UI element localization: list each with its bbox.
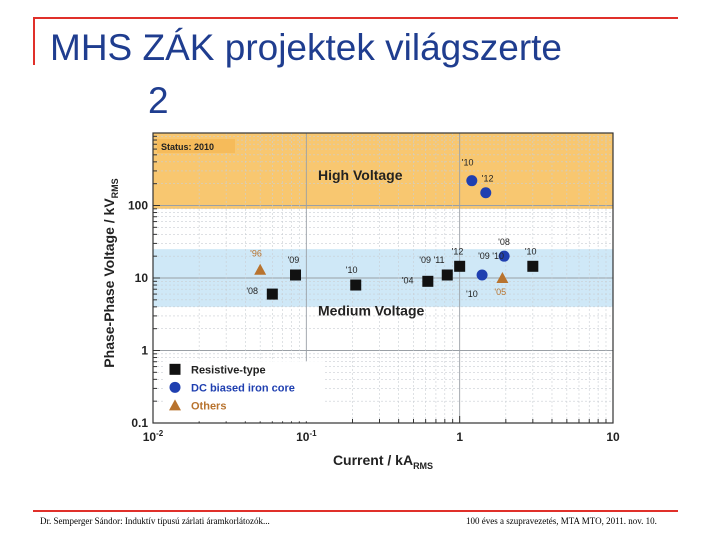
data-label: '04 (401, 275, 414, 286)
data-label: '05 (494, 287, 507, 297)
data-label: '10 (466, 288, 478, 299)
slide-title-number: 2 (148, 80, 169, 121)
data-point-square (290, 269, 301, 280)
data-point-square (454, 261, 465, 272)
data-label: '10 (524, 246, 537, 257)
data-point-square (350, 280, 361, 291)
chart (100, 128, 620, 480)
legend-label: DC biased iron core (191, 382, 295, 395)
x-tick-label: 1 (456, 430, 464, 444)
y-tick-label: 0.1 (131, 416, 148, 430)
data-label: '10 (461, 157, 474, 168)
top-rule (33, 17, 678, 19)
data-label: '12 (451, 246, 464, 257)
y-tick-label: 100 (127, 198, 148, 213)
status-label: Status: 2010 (161, 142, 215, 152)
x-tick-label: $10^{-1}$ (296, 429, 317, 444)
data-label: '08 (498, 237, 510, 248)
band-label-medium-voltage: Medium Voltage (318, 302, 425, 319)
left-rule (33, 17, 35, 65)
data-label: '08 (246, 286, 259, 297)
y-tick-label: 1 (141, 343, 148, 358)
footer-author: Dr. Semperger Sándor: Induktív típusú zárlati áramkorlátozók... (40, 516, 270, 526)
y-tick-label: 10 (134, 271, 148, 285)
data-point-circle (477, 269, 488, 280)
band-label-high-voltage: High Voltage (318, 167, 403, 183)
slide-title: MHS ZÁK projektek világszerte (50, 27, 563, 68)
data-label: '09 '11 (419, 254, 445, 265)
data-label: '12 (481, 173, 494, 184)
data-label: '09 '10 (478, 250, 505, 261)
x-tick-label: 10 (606, 430, 620, 444)
x-tick-label: $10^{-2}$ (142, 429, 164, 444)
footer-event: 100 éves a szupravezetés, MTA MTO, 2011. nov. 10. (466, 516, 657, 526)
legend-label: Others (191, 400, 227, 413)
data-point-square (442, 269, 453, 280)
data-point-square (527, 261, 538, 272)
data-point-circle (480, 187, 491, 198)
data-label: '09 (287, 254, 300, 265)
legend-marker-square (170, 364, 181, 375)
legend-marker-circle (170, 382, 181, 393)
legend-label: Resistive-type (191, 364, 266, 377)
data-label: '10 (345, 265, 358, 276)
data-point-square (422, 276, 433, 287)
data-point-circle (466, 175, 477, 186)
y-axis-label: Phase-Phase Voltage / $kV_{RMS}$ (101, 178, 120, 368)
data-label: '96 (250, 248, 262, 259)
bottom-rule (33, 510, 678, 512)
x-axis-label: Current / $kA_{RMS}$ (332, 452, 434, 471)
data-point-square (267, 289, 278, 300)
